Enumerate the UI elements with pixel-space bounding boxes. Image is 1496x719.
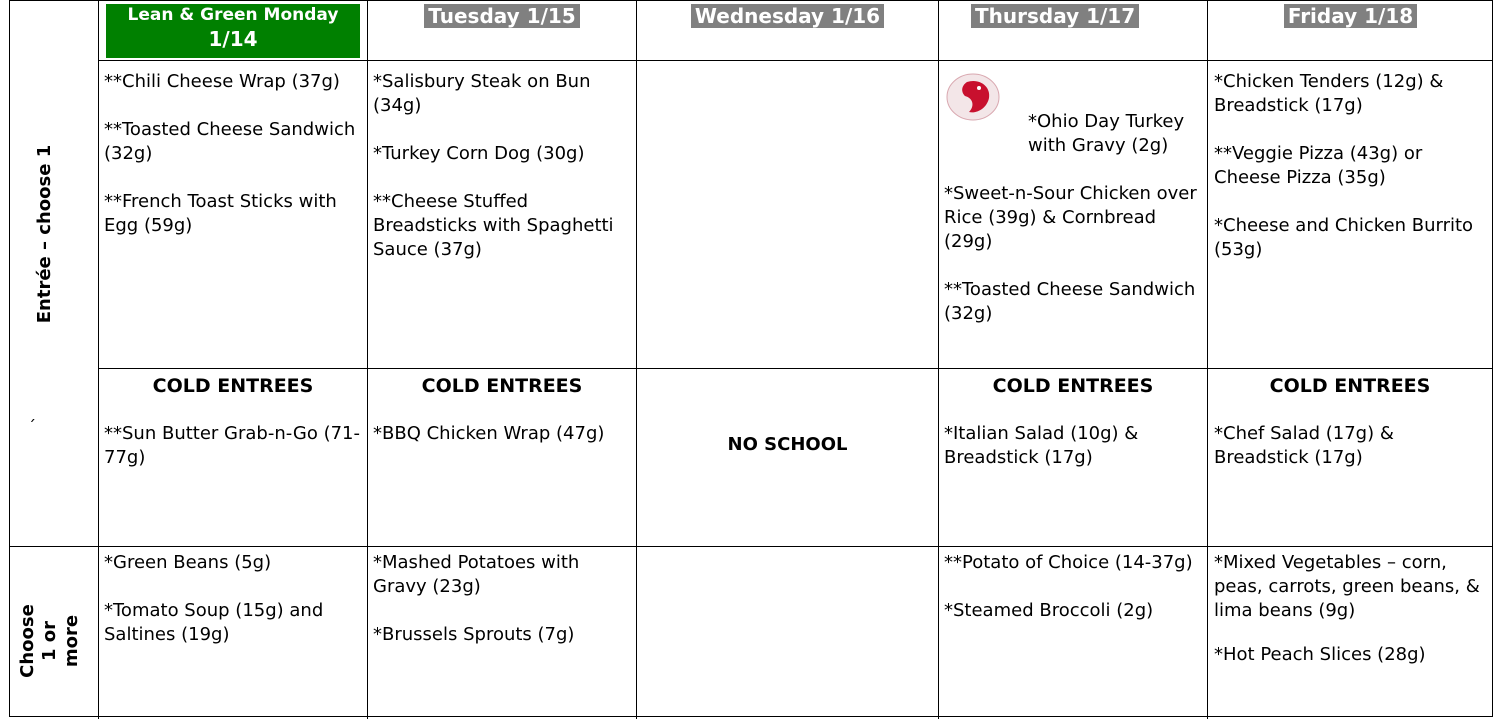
header-friday [1208,4,1493,29]
header-monday [106,4,360,58]
header-friday-label: Friday 1/18 [1284,4,1417,28]
header-tuesday [368,4,636,29]
col-divider [938,0,939,719]
sides-friday [1214,551,1486,667]
menu-item: *Ohio Day Turkey with Gravy (2g) [1028,111,1185,156]
col-divider [98,0,99,719]
menu-item: *Mashed Potatoes with Gravy (23g) [373,552,580,597]
menu-item: **Cheese Stuffed Breadsticks with Spaghetti Sauce (37g) [373,191,614,260]
cold-thursday [944,374,1202,470]
header-tuesday-label: Tuesday 1/15 [424,4,579,28]
menu-item: *Brussels Sprouts (7g) [373,624,575,645]
menu-item: **Potato of Choice (14-37g) [944,552,1193,573]
menu-item: *Turkey Corn Dog (30g) [373,143,585,164]
menu-item: *Hot Peach Slices (28g) [1214,644,1426,665]
col-divider [636,0,637,719]
menu-item: *Steamed Broccoli (2g) [944,600,1154,621]
menu-item: **Chili Cheese Wrap (37g) [104,71,340,92]
cold-heading: COLD ENTREES [421,375,583,397]
header-monday-line2: 1/14 [208,27,258,51]
side-label-sides: Choose 1 or more [17,604,82,678]
menu-item: *Chef Salad (17g) & Breadstick (17g) [1214,423,1394,468]
header-monday-line1: Lean & Green Monday [127,5,339,25]
sides-tuesday [373,551,631,647]
menu-item: *Salisbury Steak on Bun (34g) [373,71,591,116]
col-divider [1207,0,1208,719]
stray-mark: ´ [28,417,36,436]
menu-item: *Cheese and Chicken Burrito (53g) [1214,215,1474,260]
menu-item: **Veggie Pizza (43g) or Cheese Pizza (35g) [1214,143,1423,188]
menu-item: *Tomato Soup (15g) and Saltines (19g) [104,600,324,645]
entree-monday [104,70,362,238]
menu-item: *Sweet-n-Sour Chicken over Rice (39g) & Cornbread (29g) [944,183,1197,252]
cold-heading: COLD ENTREES [992,375,1154,397]
cold-heading: COLD ENTREES [152,375,314,397]
menu-item: **French Toast Sticks with Egg (59g) [104,191,337,236]
header-thursday [939,4,1207,29]
no-school-label: NO SCHOOL [727,434,848,455]
menu-item: **Toasted Cheese Sandwich (32g) [944,279,1196,324]
cold-monday [104,374,362,470]
sides-monday [104,551,362,647]
row-divider [98,368,1493,369]
cold-heading: COLD ENTREES [1269,375,1431,397]
menu-item: *Mixed Vegetables – corn, peas, carrots, green beans, & lima beans (9g) [1214,552,1480,621]
col-divider [367,0,368,719]
entree-thursday [944,110,1202,326]
row-divider [98,60,1493,61]
menu-item: *Italian Salad (10g) & Breadstick (17g) [944,423,1139,468]
menu-item: **Toasted Cheese Sandwich (32g) [104,119,356,164]
entree-tuesday [373,70,631,262]
menu-item: *BBQ Chicken Wrap (47g) [373,423,605,444]
row-divider [9,546,1493,547]
header-wednesday [637,4,938,29]
menu-item: *Chicken Tenders (12g) & Breadstick (17g) [1214,71,1444,116]
cold-tuesday [373,374,631,446]
header-wednesday-label: Wednesday 1/16 [691,4,884,28]
side-label-entree: Entrée – choose 1 [34,144,55,324]
sides-thursday [944,551,1202,623]
cold-friday [1214,374,1486,470]
header-thursday-label: Thursday 1/17 [971,4,1139,28]
menu-item: *Green Beans (5g) [104,552,272,573]
menu-item: **Sun Butter Grab-n-Go (71-77g) [104,423,360,468]
entree-friday [1214,70,1486,262]
